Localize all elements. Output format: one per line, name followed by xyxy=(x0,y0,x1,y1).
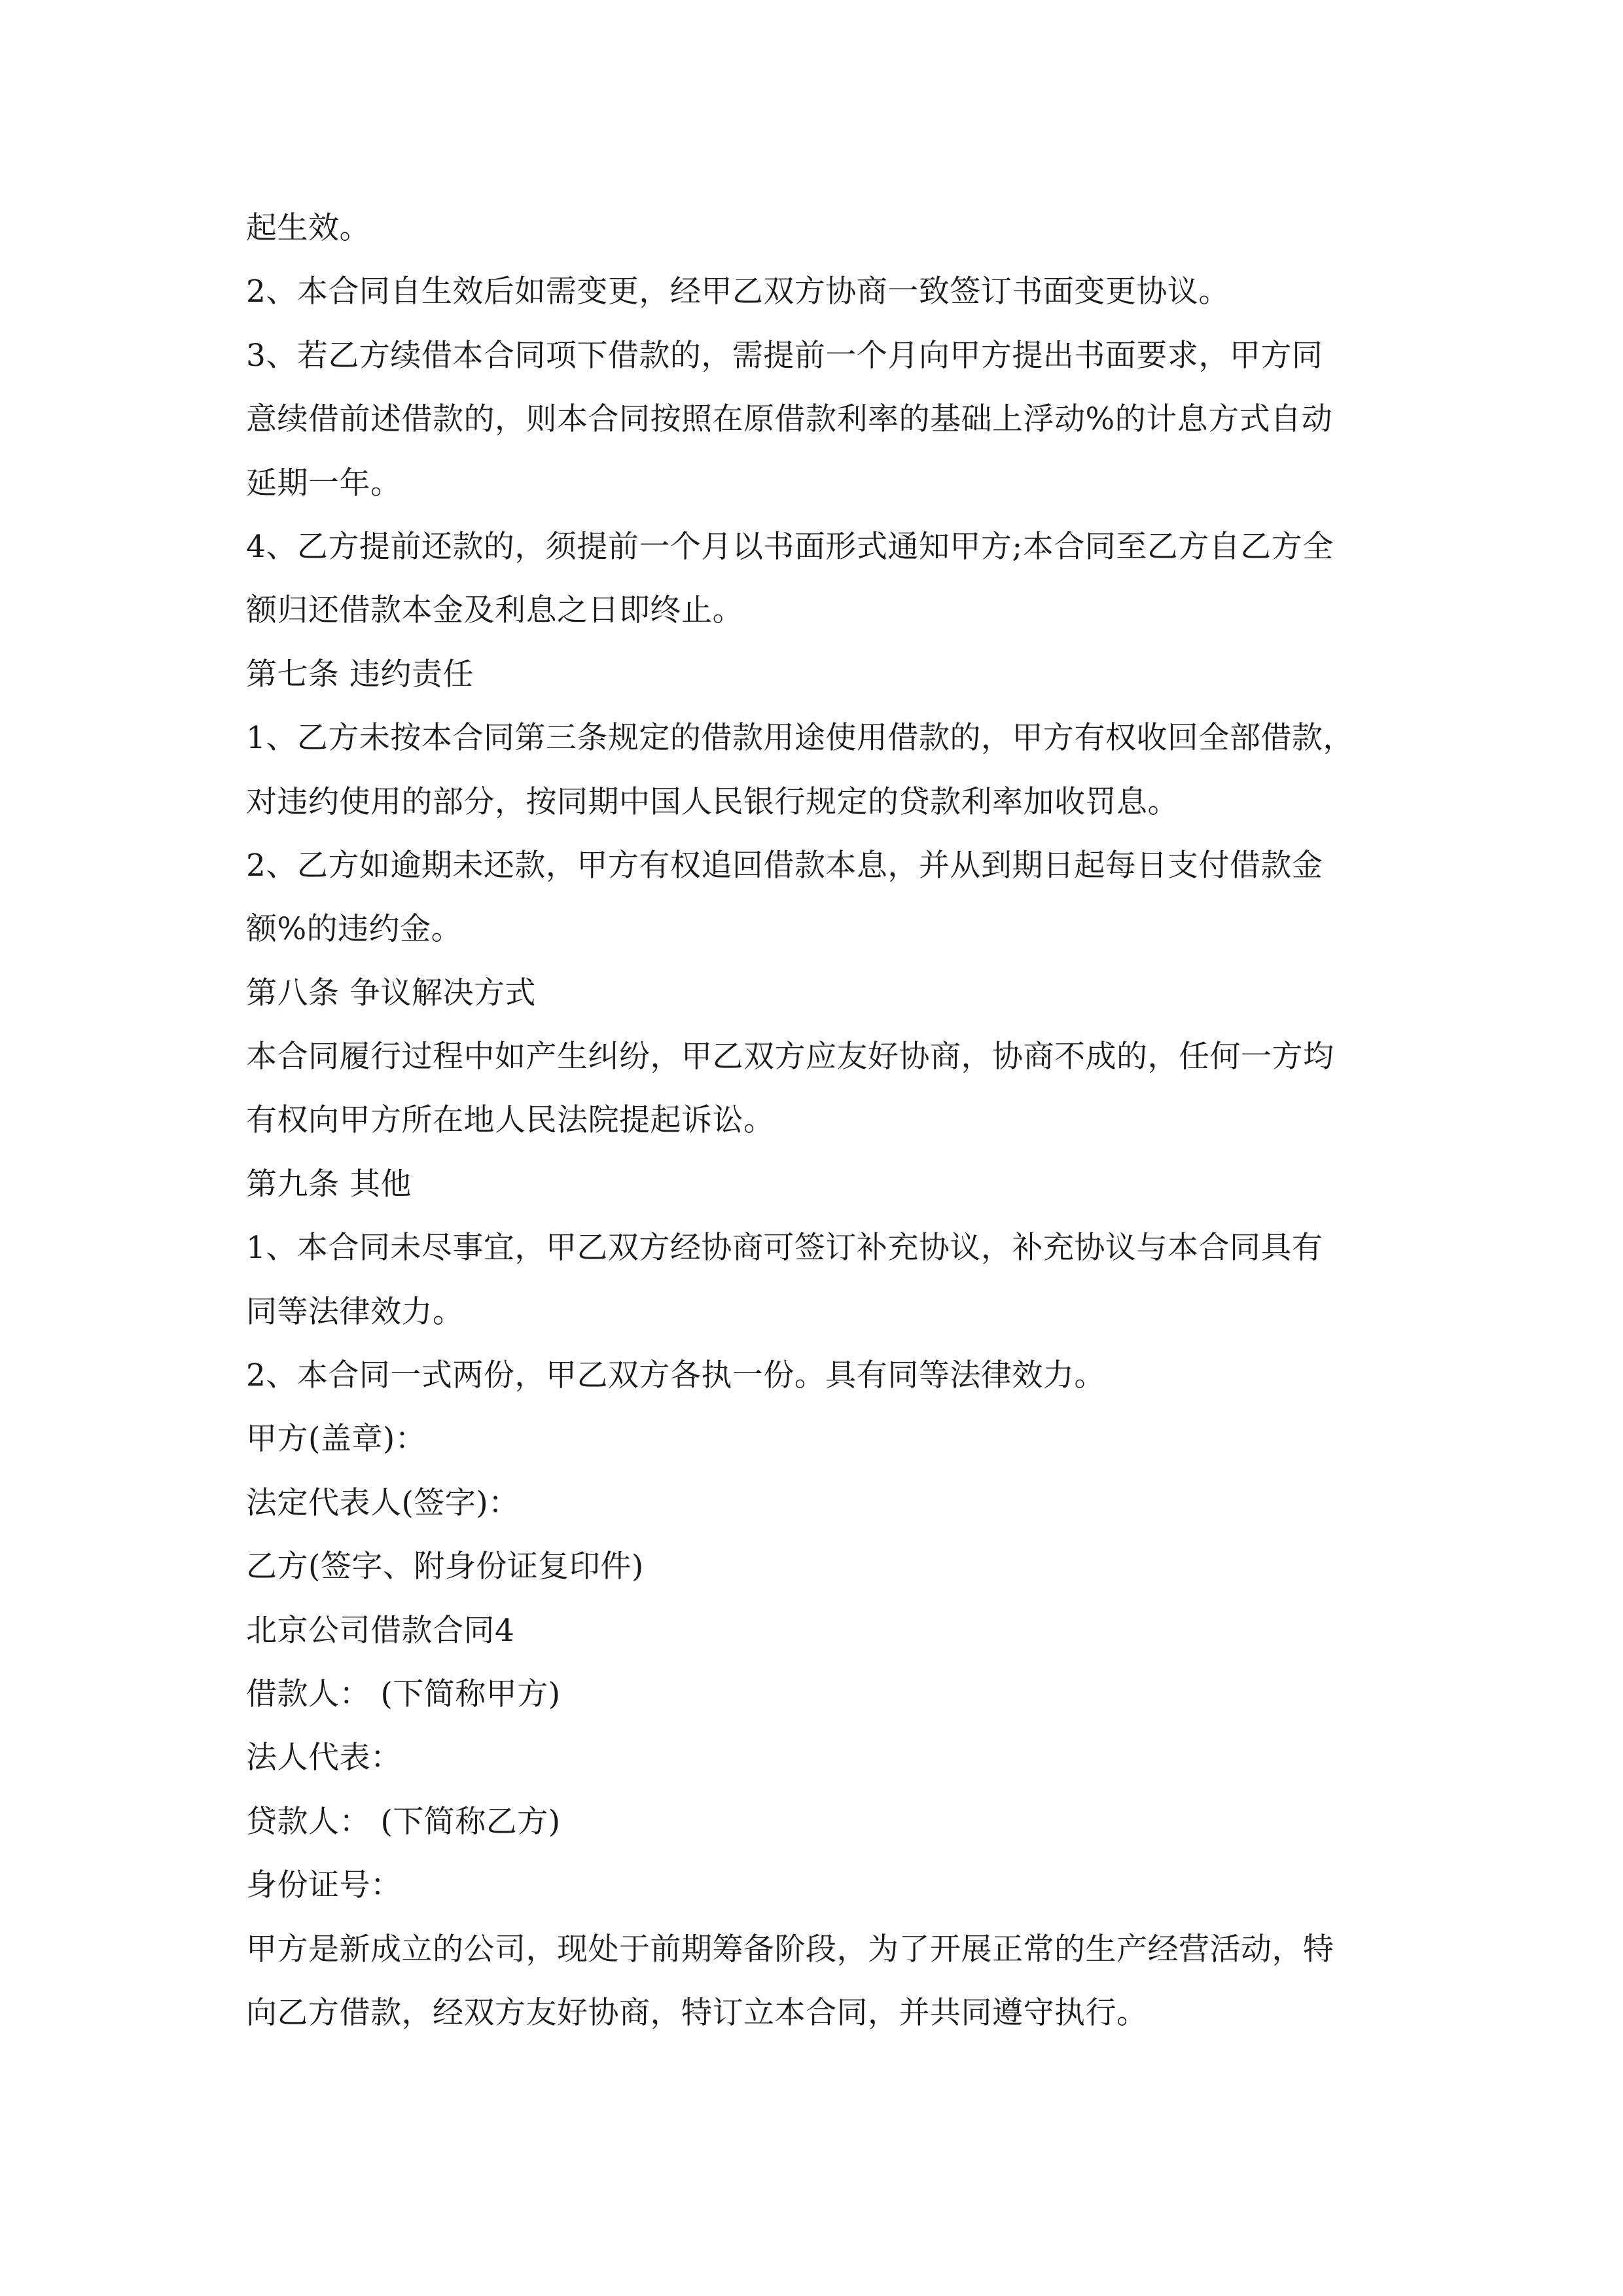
text-line: 3、若乙方续借本合同项下借款的，需提前一个月向甲方提出书面要求，甲方同 xyxy=(246,337,1323,374)
text-line: 起生效。 xyxy=(246,210,370,246)
signature-field-party-a: 甲方(盖章)： xyxy=(246,1421,427,1458)
section-heading: 第九条 其他 xyxy=(246,1166,412,1202)
text-line: 1、本合同未尽事宜，甲乙双方经协商可签订补充协议，补充协议与本合同具有 xyxy=(246,1230,1323,1266)
contract-title: 北京公司借款合同4 xyxy=(246,1612,515,1649)
text-line: 向乙方借款，经双方友好协商，特订立本合同，并共同遵守执行。 xyxy=(246,1994,1148,2031)
signature-field-legal-rep: 法定代表人(签字)： xyxy=(246,1484,520,1521)
text-line: 对违约使用的部分，按同期中国人民银行规定的贷款利率加收罚息。 xyxy=(246,783,1179,820)
signature-field-party-b: 乙方(签字、附身份证复印件) xyxy=(246,1549,644,1585)
text-line: 意续借前述借款的，则本合同按照在原借款利率的基础上浮动%的计息方式自动 xyxy=(246,401,1333,438)
id-number-field: 身份证号： xyxy=(246,1867,402,1904)
text-line: 2、本合同一式两份，甲乙双方各执一份。具有同等法律效力。 xyxy=(246,1357,1105,1394)
text-line: 本合同履行过程中如产生纠纷，甲乙双方应友好协商，协商不成的，任何一方均 xyxy=(246,1039,1334,1075)
lender-field: 贷款人： (下简称乙方) xyxy=(246,1803,561,1840)
legal-rep-field: 法人代表： xyxy=(246,1740,402,1776)
text-line: 2、乙方如逾期未还款，甲方有权追回借款本息，并从到期日起每日支付借款金 xyxy=(246,847,1323,884)
section-heading: 第七条 违约责任 xyxy=(246,656,474,692)
text-line: 延期一年。 xyxy=(246,465,402,501)
text-line: 有权向甲方所在地人民法院提起诉讼。 xyxy=(246,1102,775,1139)
text-line: 1、乙方未按本合同第三条规定的借款用途使用借款的，甲方有权收回全部借款， xyxy=(246,720,1354,757)
borrower-field: 借款人： (下简称甲方) xyxy=(246,1676,561,1712)
document-body xyxy=(246,196,1398,2045)
text-line: 甲方是新成立的公司，现处于前期筹备阶段，为了开展正常的生产经营活动，特 xyxy=(246,1931,1334,1967)
text-line: 4、乙方提前还款的，须提前一个月以书面形式通知甲方;本合同至乙方自乙方全 xyxy=(246,528,1334,565)
text-line: 额%的违约金。 xyxy=(246,911,463,948)
text-line: 同等法律效力。 xyxy=(246,1293,464,1330)
section-heading: 第八条 争议解决方式 xyxy=(246,975,536,1011)
text-line: 2、本合同自生效后如需变更，经甲乙双方协商一致签订书面变更协议。 xyxy=(246,274,1230,310)
text-line: 额归还借款本金及利息之日即终止。 xyxy=(246,592,743,629)
